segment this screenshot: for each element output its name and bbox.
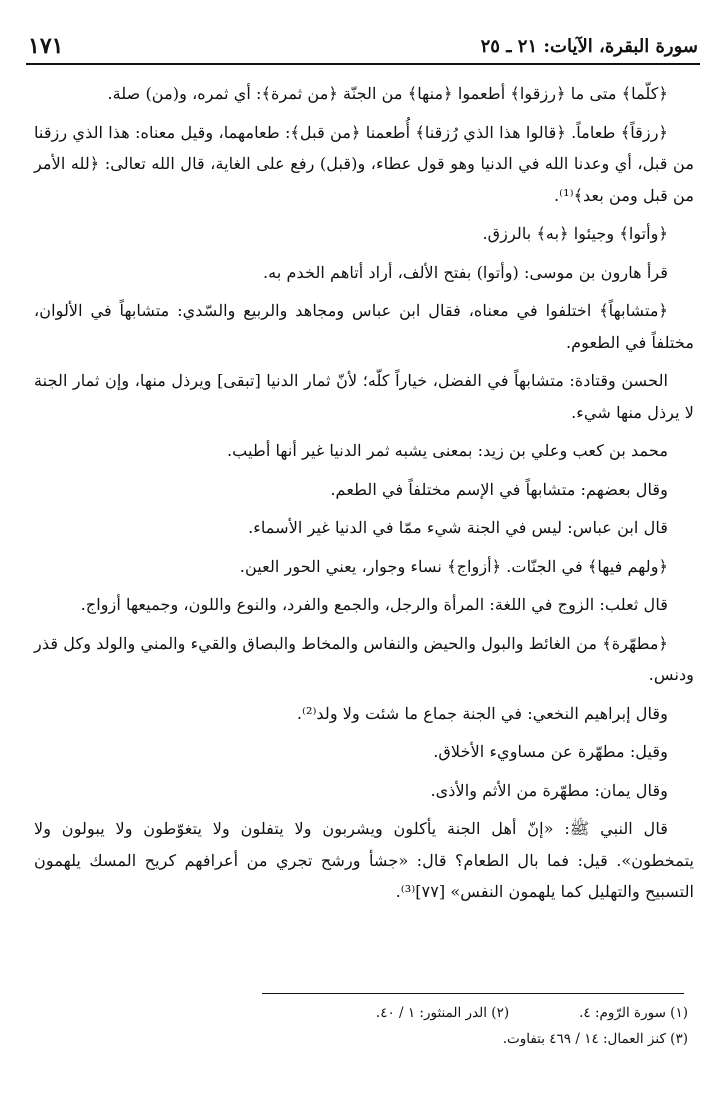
paragraph: ﴿كلّما﴾ متى ما ﴿رزقوا﴾ أطعموا ﴿منها﴾ من الجنّة ﴿من ثمرة﴾: أي ثمره، و(من) صلة. — [107, 84, 668, 103]
paragraph: قال النبي ﷺ: «إنّ أهل الجنة يأكلون ويشربون ولا يتفلون ولا يتغوّطون ولا يبولون ولا يتمخطون». قيل: فما بال الطعام؟ قال: «جشأ ورشح تجري من أعرافهم كريح المسك يلهمون التسبيح والتهليل كما يلهمون النفس» [٧٧]⁽³⁾. — [34, 819, 694, 901]
paragraph: وقال بعضهم: متشابهاً في الإسم مختلفاً في الطعم. — [330, 479, 668, 499]
footnote-separator — [262, 993, 684, 994]
footnote-2: (٢) الدر المنثور: ١ / ٤٠. — [375, 1005, 510, 1021]
paragraph: ﴿مطهّرة﴾ من الغائط والبول والحيض والنفاس والمخاط والبصاق والقيء والمني والولد وكل قذر ودنس. — [34, 633, 694, 684]
paragraph: محمد بن كعب وعلي بن زيد: بمعنى يشبه ثمر الدنيا غير أنها أطيب. — [227, 441, 668, 460]
main-text — [34, 78, 694, 915]
footnote-row — [34, 1026, 688, 1052]
paragraph: قرأ هارون بن موسى: (وأتوا) بفتح الألف، أراد أتاهم الخدم به. — [263, 262, 668, 282]
footnote-3: (٣) كنز العمال: ١٤ / ٤٦٩ بتفاوت. — [502, 1031, 688, 1047]
paragraph: وقال إبراهيم النخعي: في الجنة جماع ما شئت ولا ولد⁽²⁾. — [296, 703, 668, 723]
paragraph: وقال يمان: مطهّرة من الأثم والأذى. — [430, 780, 668, 800]
paragraph: ﴿ولهم فيها﴾ في الجنّات. ﴿أزواج﴾ نساء وجوار، يعني الحور العين. — [239, 556, 668, 576]
footnotes — [34, 1000, 688, 1052]
paragraph: قال ثعلب: الزوج في اللغة: المرأة والرجل، والجمع والفرد، والنوع واللون، وجميعها أزواج. — [80, 595, 668, 614]
paragraph: ﴿متشابهاً﴾ اختلفوا في معناه، فقال ابن عباس ومجاهد والربيع والسّدي: متشابهاً في الألوان، مختلفاً في الطعوم. — [34, 301, 694, 352]
paragraph: ﴿رزقاً﴾ طعاماً. ﴿قالوا هذا الذي رُزقنا﴾ أُطعمنا ﴿من قبل﴾: طعامهما، وقيل معناه: هذا الذي رزقنا من قبل، أي وعدنا الله في الدنيا وهو قول عطاء، و(قبل) رفع على الغاية، قال الله تعالى: ﴿لله الأمر من قبل ومن بعد﴾⁽¹⁾. — [34, 122, 694, 205]
footnote-row — [34, 1000, 688, 1026]
header-rule — [26, 63, 700, 65]
paragraph: ﴿وأتوا﴾ وجيئوا ﴿به﴾ بالرزق. — [482, 224, 668, 243]
page-header — [28, 30, 698, 62]
paragraph: الحسن وقتادة: متشابهاً في الفضل، خياراً كلّه؛ لأنّ ثمار الدنيا [تبقى] ويرذل منها، وإن ثمار الجنة لا يرذل منها شيء. — [34, 371, 694, 422]
running-title: سورة البقرة، الآيات: ٢١ ـ ٢٥ — [480, 35, 698, 57]
footnote-1: (١) سورة الرّوم: ٤. — [579, 1005, 688, 1021]
page-number: ١٧١ — [28, 33, 64, 59]
paragraph: قال ابن عباس: ليس في الجنة شيء ممّا في الدنيا غير الأسماء. — [248, 518, 668, 537]
paragraph: وقيل: مطهّرة عن مساويء الأخلاق. — [433, 742, 668, 761]
